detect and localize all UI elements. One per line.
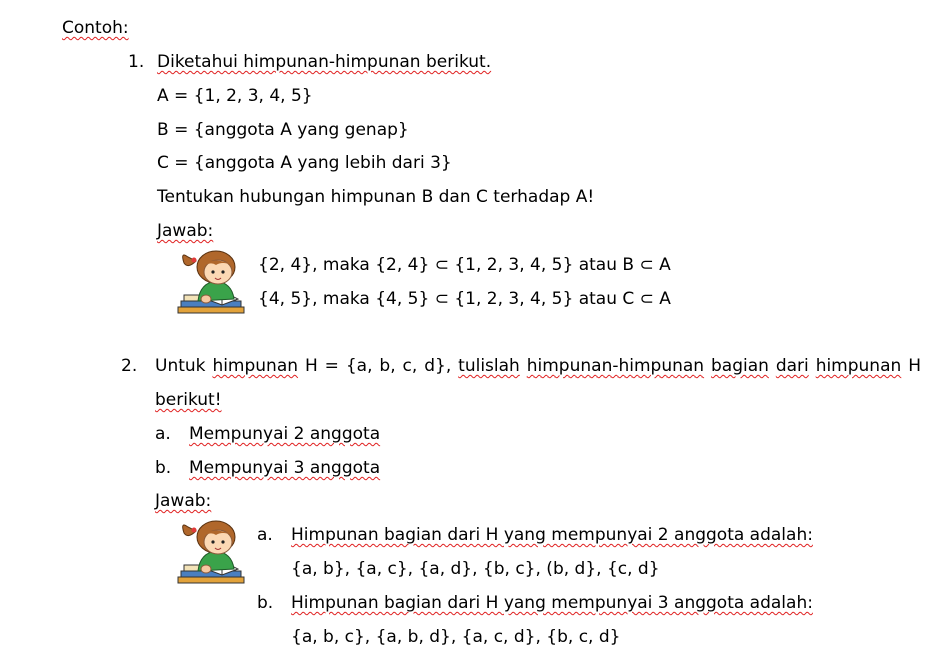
answer-a-result: {a, b}, {a, c}, {a, d}, {b, c}, (b, d}, {c, d} [291,559,660,579]
answer-b-letter: b. [257,593,274,613]
example-1-question: Tentukan hubungan himpunan B dan C terhadap A! [157,187,595,207]
example-1-number: 1. [128,52,145,72]
example-1-answer-label: Jawab: [157,221,214,241]
option-a-text: Mempunyai 2 anggota [189,424,381,444]
set-a-definition: A = {1, 2, 3, 4, 5} [157,86,313,106]
example-1-answer-b: {2, 4}, maka {2, 4} ⊂ {1, 2, 3, 4, 5} atau B ⊂ A [258,255,671,275]
girl-reading-book-icon [176,519,246,585]
set-b-definition: B = {anggota A yang genap} [157,120,409,140]
option-a-letter: a. [155,424,171,444]
girl-reading-book-icon [176,249,246,315]
example-2-answer-label: Jawab: [155,491,212,511]
option-b-letter: b. [155,458,172,478]
example-2-number: 2. [121,356,138,376]
example-1-answer-c: {4, 5}, maka {4, 5} ⊂ {1, 2, 3, 4, 5} atau C ⊂ A [258,289,671,309]
answer-b-result: {a, b, c}, {a, b, d}, {a, c, d}, {b, c, d} [291,627,621,647]
answer-a-statement: Himpunan bagian dari H yang mempunyai 2 anggota adalah: [291,525,813,545]
example-2-intro-continued: berikut! [155,390,222,410]
section-heading: Contoh: [62,18,129,38]
answer-a-letter: a. [257,525,273,545]
set-c-definition: C = {anggota A yang lebih dari 3} [157,153,452,173]
option-b-text: Mempunyai 3 anggota [189,458,381,478]
answer-b-statement: Himpunan bagian dari H yang mempunyai 3 anggota adalah: [291,593,813,613]
example-2-intro: Untuk himpunan H = {a, b, c, d}, tulislah himpunan-himpunan bagian dari himpunan H [155,356,921,376]
example-1-intro: Diketahui himpunan-himpunan berikut. [157,52,492,72]
